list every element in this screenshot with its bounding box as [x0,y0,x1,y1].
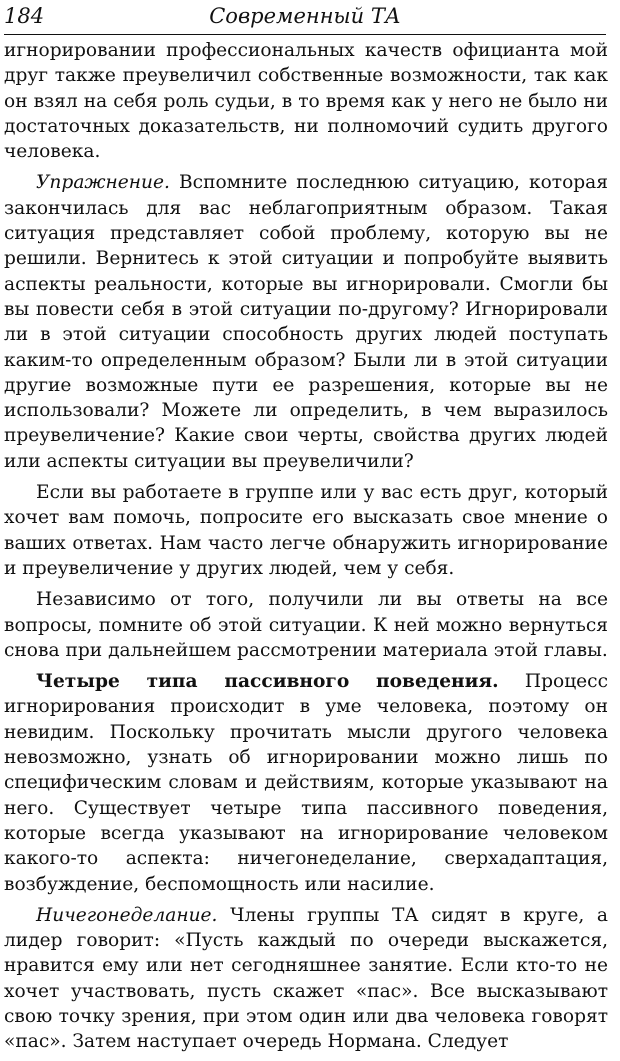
paragraph-passive-behavior [4,669,608,897]
paragraph-lead-italic: Упражнение. [36,172,170,194]
section-heading-inline: Четыре типа пассивного поведения. [36,671,499,693]
running-title: Современный ТА [209,4,401,28]
paragraph-text: Члены группы ТА сидят в круге, а лидер говорит: «Пусть каждый по очереди выскажется, нравится ему или нет сегодняшнее занятие. Если кто-то не хочет участвовать, пусть скажет «пас». Все высказывают свою точку зрения, при этом один или два человека говорят «пас». Затем наступает очередь Нормана. Следует [4,904,608,1053]
paragraph-lead-italic: Ничегонеделание. [36,904,218,926]
paragraph-exercise [4,170,608,474]
paragraph-text: игнорировании профессиональных качеств официанта мой друг также преувеличил собственные возможности, так как он взял на себя роль судьи, в то время как у него не было ни достаточных доказательств, ни полномочий судить другого человека. [4,40,608,163]
paragraph-text: Процесс игнорирования происходит в уме человека, поэтому он невидим. Поскольку прочитать мысли другого человека невозможно, узнать об игнорировании можно лишь по специфическим словам и действиям, которые указывают на него. Существует четыре типа пассивного поведения, которые всегда указывают на игнорирование человеком какого-то аспекта: ничегонеделание, сверхадаптация, возбуждение, беспомощность или насилие. [4,671,608,895]
page-header [4,0,606,35]
page-number: 184 [4,4,45,28]
paragraph-group-work [4,480,608,581]
page-body [4,38,608,1061]
paragraph-text: Если вы работаете в группе или у вас есть друг, который хочет вам помочь, попросите его высказать свое мнение о ваших ответах. Нам часто легче обнаружить игнорирование и преувеличение у других людей, чем у себя. [4,482,608,579]
paragraph-doing-nothing [4,903,608,1055]
paragraph-remember [4,587,608,663]
paragraph-text: Независимо от того, получили ли вы ответы на все вопросы, помните об этой ситуации. К ней можно вернуться снова при дальнейшем рассмотрении материала этой главы. [4,589,608,661]
paragraph-text: Вспомните последнюю ситуацию, которая закончилась для вас неблагоприятным образом. Такая ситуация представляет собой проблему, которую вы не решили. Вернитесь к этой ситуации и попробуйте выявить аспекты реальности, которые вы игнорировали. Смогли бы вы повести себя в этой ситуации по-другому? Игнорировали ли в этой ситуации способность других людей поступать каким-то определенным образом? Были ли в этой ситуации другие возможные пути ее разрешения, которые вы не использовали? Можете ли определить, в чем выразилось преувеличение? Какие свои черты, свойства других людей или аспекты ситуации вы преувеличили? [4,172,608,472]
paragraph-continuation [4,38,608,164]
